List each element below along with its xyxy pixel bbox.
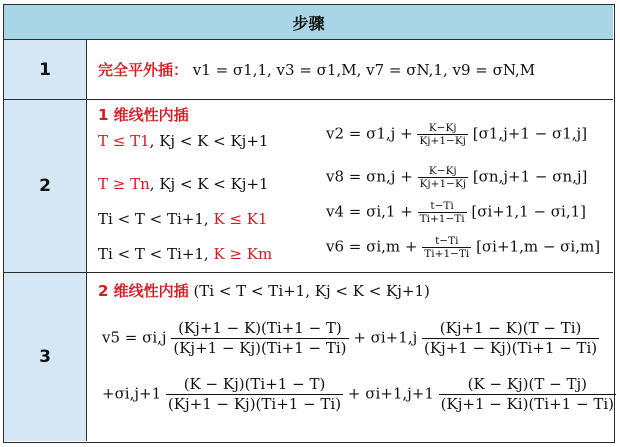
case-formula: v6 = σi,m + $\frac{t-Ti}{Ti+1-Ti}$ [σi+1,m − σi,m] xyxy=(326,235,601,260)
case-condition: T ≤ T1, Kj < K < Kj+1 xyxy=(98,132,269,150)
case-formula: v4 = σi,1 + $\frac{t-Ti}{Ti+1-Ti}$ [σi+1,1 − σi,1] xyxy=(326,200,586,225)
bilinear-formula-line-2: +σi,j+1 $\frac{(K - Kj)(Ti+1 - T)}{(Kj+1 - Kj)(Ti+1 - Ti)}$ + σi+1,j+1 $\frac{(K - Kj)(T - Tj)}{(Kj+1 - Ki)(Ti+1 - Ti)}$ xyxy=(102,375,614,413)
case-formula: v2 = σ1,j + $\frac{K-Kj}{Kj+1-Kj}$ [σ1,j+1 − σ1,j] xyxy=(326,122,588,147)
row-number: 1 xyxy=(4,40,87,99)
case-condition: Ti < T < Ti+1, K ≤ K1 xyxy=(98,210,268,228)
row-number: 2 xyxy=(4,100,87,272)
table-row-3 xyxy=(4,273,613,441)
case-condition: Ti < T < Ti+1, K ≥ Km xyxy=(98,245,273,263)
row-content xyxy=(88,273,613,441)
table-header xyxy=(4,5,613,40)
row-content xyxy=(88,40,613,99)
flat-extrapolation-formula: v1 = σ1,1, v3 = σ1,M, v7 = σN,1, v9 = σN,M xyxy=(192,61,536,79)
section-title-2d: 2 维线性内插 (Ti < T < Ti+1, Kj < K < Kj+1) xyxy=(98,282,430,300)
header-title: 步骤 xyxy=(292,14,325,33)
table-row-2 xyxy=(4,100,613,273)
flat-extrapolation-label: 完全平外插： xyxy=(98,61,189,79)
case-condition: T ≥ Tn, Kj < K < Kj+1 xyxy=(98,175,269,193)
row-content xyxy=(88,100,613,272)
table-row-1 xyxy=(4,40,613,100)
flat-extrapolation-line xyxy=(98,59,535,80)
row-number: 3 xyxy=(4,273,87,441)
bilinear-formula-line-1: v5 = σi,j $\frac{(Kj+1 - K)(Ti+1 - T)}{(Kj+1 - Kj)(Ti+1 - Ti)}$ + σi+1,j $\frac{(Kj+1 - K)(T - Ti)}{(Kj+1 - Kj)(Ti+1 - Ti)}$ xyxy=(102,319,598,357)
steps-table xyxy=(3,4,615,443)
case-formula: v8 = σn,j + $\frac{K-Kj}{Kj+1-Kj}$ [σn,j+1 − σn,j] xyxy=(326,165,588,190)
section-title-1d: 1 维线性内插 xyxy=(98,106,189,124)
